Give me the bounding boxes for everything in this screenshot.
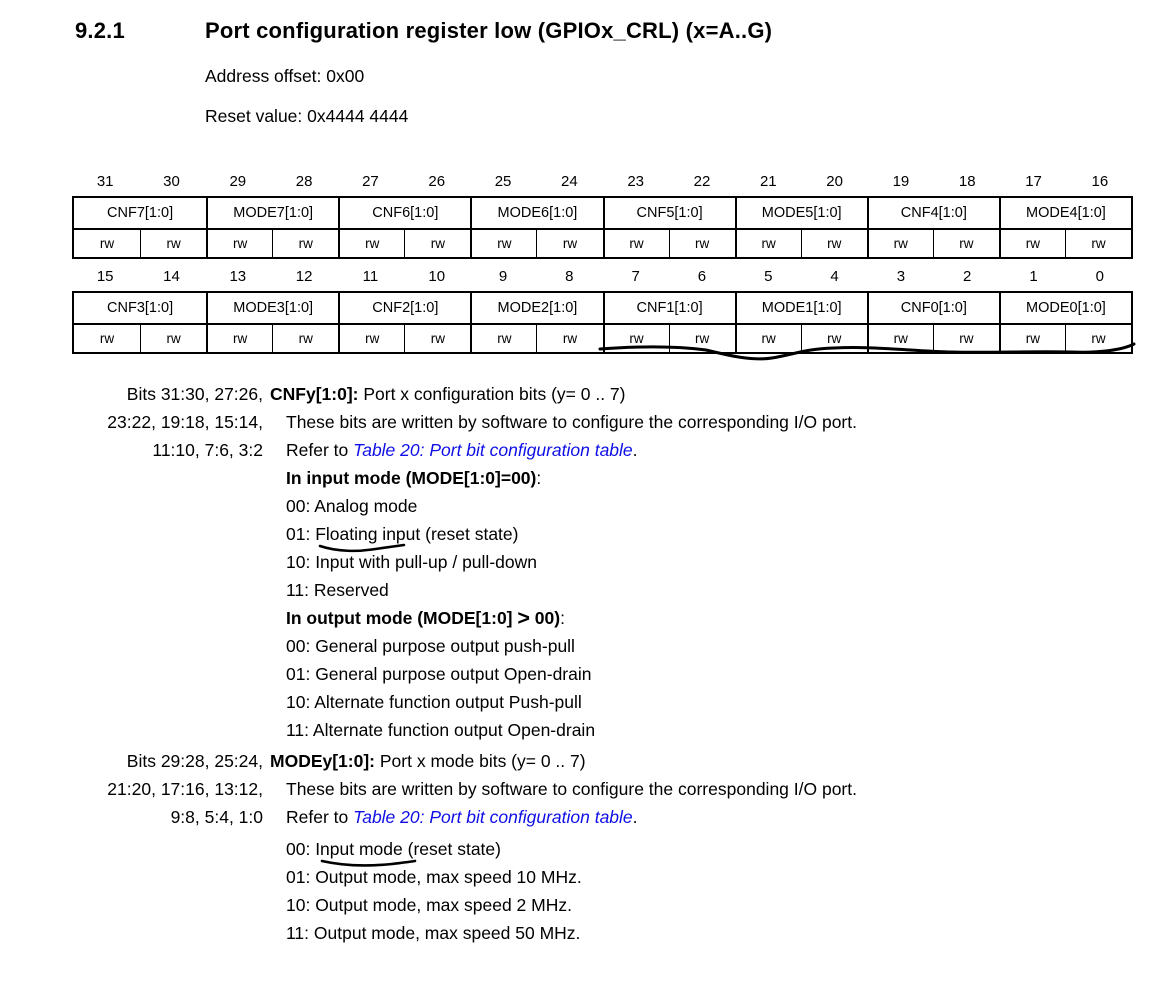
option-line: 10: Alternate function output Push-pull xyxy=(286,692,582,712)
refer-prefix: Refer to xyxy=(286,807,354,827)
register-table-high xyxy=(72,196,1133,259)
bits-range-line: 21:20, 17:16, 13:12, xyxy=(107,779,263,799)
access-cell: rw xyxy=(801,325,867,352)
bit-index: 28 xyxy=(295,173,313,190)
field-heading xyxy=(270,747,857,775)
bit-index: 16 xyxy=(1091,173,1109,190)
field-name: MODEy[1:0]: xyxy=(270,751,376,771)
access-row xyxy=(74,323,1131,352)
bitfield-cell: MODE5[1:0] xyxy=(735,198,867,228)
bit-index: 23 xyxy=(627,173,644,190)
reset-value: Reset value: 0x4444 4444 xyxy=(205,106,409,126)
access-cell: rw xyxy=(1065,325,1131,352)
access-row xyxy=(74,228,1131,257)
table-20-link[interactable]: Table 20: Port bit configuration table xyxy=(353,440,633,460)
colon: : xyxy=(536,468,542,488)
bit-index: 11 xyxy=(362,268,379,285)
access-cell: rw xyxy=(470,230,536,257)
option-line: 11: Alternate function output Open-drain xyxy=(286,720,596,740)
bit-index: 19 xyxy=(892,173,910,190)
mode-options xyxy=(270,835,857,947)
bit-index: 29 xyxy=(229,173,247,190)
refer-prefix: Refer to xyxy=(286,440,354,460)
refer-suffix: . xyxy=(632,807,638,827)
access-cell: rw xyxy=(338,325,404,352)
access-cell: rw xyxy=(603,230,669,257)
refer-line xyxy=(270,436,857,464)
bits-range-line: Bits 29:28, 25:24, xyxy=(126,751,263,771)
bits-range-line: 11:10, 7:6, 3:2 xyxy=(152,440,263,460)
option-line: 00: Analog mode xyxy=(286,496,418,516)
option-line: 11: Reserved xyxy=(286,580,389,600)
bit-index: 14 xyxy=(163,268,180,285)
bit-index: 17 xyxy=(1025,173,1042,190)
access-cell: rw xyxy=(206,230,272,257)
bit-index: 8 xyxy=(565,268,574,285)
access-cell: rw xyxy=(735,325,801,352)
field-name: CNFy[1:0]: xyxy=(270,384,359,404)
input-mode-options xyxy=(270,492,857,604)
page-title: Port configuration register low (GPIOx_CRL) (x=A..G) xyxy=(205,18,773,43)
bit-index: 4 xyxy=(830,268,839,285)
bitfield-cell: MODE3[1:0] xyxy=(206,293,338,323)
bit-index: 13 xyxy=(229,268,247,285)
bit-index: 10 xyxy=(428,268,446,285)
bit-index-row-high xyxy=(72,170,1133,194)
output-mode-subheading-text: In output mode (MODE[1:0] xyxy=(286,608,518,628)
access-cell: rw xyxy=(933,325,999,352)
address-offset: Address offset: 0x00 xyxy=(205,66,365,86)
field-description-mode xyxy=(75,747,1085,947)
access-cell: rw xyxy=(140,230,206,257)
output-mode-subheading xyxy=(270,604,857,632)
bit-index: 24 xyxy=(561,173,578,190)
bitfield-cell: CNF1[1:0] xyxy=(603,293,735,323)
bit-index: 1 xyxy=(1029,268,1038,285)
access-cell: rw xyxy=(404,230,470,257)
option-line: 01: General purpose output Open-drain xyxy=(286,664,592,684)
option-line: 11: Output mode, max speed 50 MHz. xyxy=(286,923,581,943)
option-line: 10: Output mode, max speed 2 MHz. xyxy=(286,895,572,915)
access-cell: rw xyxy=(272,325,338,352)
field-description-cnf xyxy=(75,380,1085,744)
bit-index: 21 xyxy=(759,173,777,190)
bitfield-cell: CNF4[1:0] xyxy=(867,198,999,228)
bitfield-cell: MODE0[1:0] xyxy=(999,293,1131,323)
bitfield-row xyxy=(74,198,1131,228)
access-cell: rw xyxy=(669,325,735,352)
bit-index: 20 xyxy=(826,173,843,190)
bitfield-cell: CNF6[1:0] xyxy=(338,198,470,228)
output-mode-options xyxy=(270,632,857,744)
output-mode-subheading-tail: 00) xyxy=(529,608,561,628)
bit-index: 30 xyxy=(163,173,180,190)
bit-index: 2 xyxy=(963,268,972,285)
colon: : xyxy=(560,608,565,628)
bit-index: 0 xyxy=(1095,268,1105,285)
access-cell: rw xyxy=(206,325,272,352)
greater-than-symbol: > xyxy=(517,606,530,630)
access-cell: rw xyxy=(867,325,933,352)
bit-index: 31 xyxy=(96,173,114,190)
access-cell: rw xyxy=(999,325,1065,352)
bit-index: 3 xyxy=(896,268,906,285)
access-cell: rw xyxy=(99,331,115,346)
bitfield-cell: MODE1[1:0] xyxy=(735,293,867,323)
access-cell: rw xyxy=(603,325,669,352)
field-body-text: These bits are written by software to configure the corresponding I/O port. xyxy=(286,779,857,799)
field-body-text: These bits are written by software to configure the corresponding I/O port. xyxy=(286,412,857,432)
access-cell: rw xyxy=(338,230,404,257)
field-summary: Port x configuration bits (y= 0 .. 7) xyxy=(358,384,626,404)
bitfield-cell: CNF0[1:0] xyxy=(867,293,999,323)
bitfield-cell: MODE2[1:0] xyxy=(470,293,602,323)
bitfield-cell: MODE7[1:0] xyxy=(206,198,338,228)
option-line: 10: Input with pull-up / pull-down xyxy=(286,552,537,572)
bitfield-cell: CNF2[1:0] xyxy=(338,293,470,323)
bit-index-row-low xyxy=(72,265,1133,289)
section-number: 9.2.1 xyxy=(75,18,125,43)
bitfield-cell: CNF3[1:0] xyxy=(107,300,174,316)
bitfield-row xyxy=(74,293,1131,323)
bit-index: 5 xyxy=(764,268,773,285)
access-cell: rw xyxy=(272,230,338,257)
bit-index: 25 xyxy=(494,173,512,190)
access-cell: rw xyxy=(669,230,735,257)
access-cell: rw xyxy=(140,325,206,352)
access-cell: rw xyxy=(801,230,867,257)
register-diagram xyxy=(72,170,1133,360)
access-cell: rw xyxy=(999,230,1065,257)
field-heading xyxy=(270,380,857,408)
bits-range-label xyxy=(75,380,263,464)
access-cell: rw xyxy=(404,325,470,352)
bits-range-line: Bits 31:30, 27:26, xyxy=(126,384,263,404)
bit-index: 18 xyxy=(958,173,976,190)
bit-index: 7 xyxy=(631,268,640,285)
option-line: 00: Input mode (reset state) xyxy=(286,839,501,859)
access-cell: rw xyxy=(933,230,999,257)
refer-suffix: . xyxy=(632,440,638,460)
input-mode-subheading-text: In input mode (MODE[1:0]=00) xyxy=(286,468,537,488)
bit-index: 26 xyxy=(428,173,446,190)
access-cell: rw xyxy=(536,230,602,257)
bit-index: 27 xyxy=(362,173,379,190)
field-summary: Port x mode bits (y= 0 .. 7) xyxy=(375,751,586,771)
bit-index: 9 xyxy=(498,268,508,285)
option-line: 01: Output mode, max speed 10 MHz. xyxy=(286,867,582,887)
table-20-link[interactable]: Table 20: Port bit configuration table xyxy=(353,807,633,827)
bitfield-cell: MODE4[1:0] xyxy=(999,198,1131,228)
bit-index: 15 xyxy=(96,268,114,285)
bit-index: 22 xyxy=(693,173,711,190)
access-cell: rw xyxy=(1065,230,1131,257)
access-cell: rw xyxy=(867,230,933,257)
bitfield-cell: CNF7[1:0] xyxy=(107,205,174,221)
option-line: 00: General purpose output push-pull xyxy=(286,636,575,656)
bit-index: 6 xyxy=(697,268,707,285)
field-description-body xyxy=(270,747,857,947)
bits-range-line: 23:22, 19:18, 15:14, xyxy=(107,412,263,432)
access-cell: rw xyxy=(735,230,801,257)
bitfield-cell: MODE6[1:0] xyxy=(470,198,602,228)
bits-range-line: 9:8, 5:4, 1:0 xyxy=(170,807,263,827)
access-cell: rw xyxy=(536,325,602,352)
register-table-low xyxy=(72,291,1133,354)
option-line: 01: Floating input (reset state) xyxy=(286,524,519,544)
bit-index: 12 xyxy=(295,268,313,285)
refer-line xyxy=(270,803,857,831)
input-mode-subheading xyxy=(270,464,857,492)
access-cell: rw xyxy=(470,325,536,352)
bitfield-cell: CNF5[1:0] xyxy=(603,198,735,228)
access-cell: rw xyxy=(99,236,115,251)
field-description-body xyxy=(270,380,857,744)
bits-range-label xyxy=(75,747,263,831)
